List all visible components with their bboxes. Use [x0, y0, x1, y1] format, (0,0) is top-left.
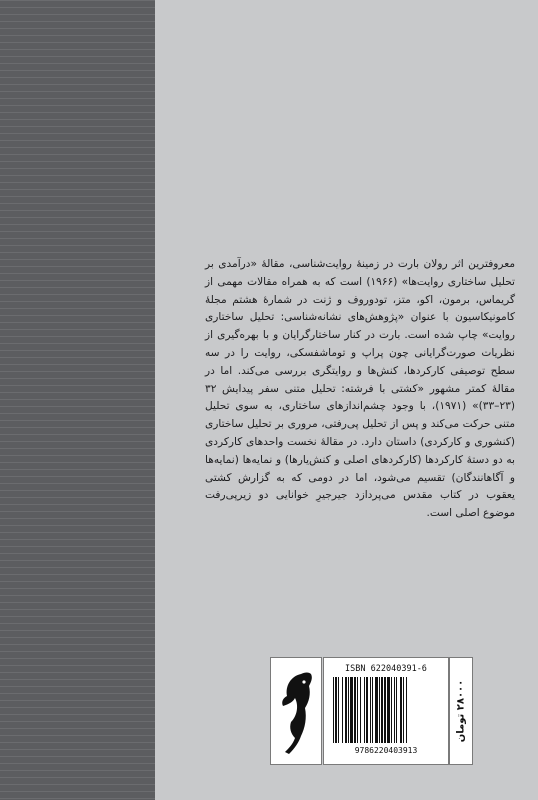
publisher-logo [270, 657, 322, 765]
barcode-bar [357, 677, 358, 743]
barcode-bar [379, 677, 380, 743]
isbn-number: 9786220403913 [354, 746, 418, 755]
barcode-bar [381, 677, 383, 743]
back-cover-blurb [205, 256, 515, 523]
barcode-bar [387, 677, 390, 743]
barcode-bar [400, 677, 402, 743]
barcode-bar [338, 677, 339, 743]
barcode-bar [372, 677, 373, 743]
blurb-paragraph: معروفترین اثر رولان بارت در زمینهٔ روایت‌شناسی، مقالهٔ «درآمدی بر تحلیل ساختاری روایت‌ها» (۱۹۶۶) است که به همراه مقالات مهمی از گریماس، برمون، اکو، متز، تودوروف و ژنت در شمارهٔ هشتم مجلهٔ کامونیکاسیون با عنوان «پژوهش‌های نشانه‌شناسی: تحلیل ساختاری روایت» چاپ شده است. بارت در کنار ساختارگرایان و با بهره‌گیری از نظریات صورت‌گرایانی چون پراپ و توماشفسکی، روایت را در سه سطح توصیفی کارکردها، کنش‌ها و روایتگری بررسی می‌کند. اما در مقالهٔ کمتر مشهور «کشتی با فرشته: تحلیل متنی سفر پیدایش ۳۲ (۲۳–۳۳)» (۱۹۷۱)، با وجود چشم‌اندازهای ساختاری، به سوی تحلیل متنی حرکت می‌کند و پس از تحلیل پی‌رفتی، مروری بر تحلیل ساختاری (کنشوری و کارکردی) داستان دارد. در مقالهٔ نخست واحدهای کارکردی به دو دستهٔ کارکردها (کارکردهای اصلی و کنش‌یارها) و نمایه‌ها (نمایه‌ها و آگاهانندگان) تقسیم می‌شود، اما در دومی که به گزارش کشتی یعقوب در کتاب مقدس می‌پردازد جیرجیرِ خوانایی دو زیرپی‌رفت موضوع اصلی است. [205, 258, 515, 520]
barcode-bar [360, 677, 361, 743]
barcode-bars [333, 677, 439, 743]
spine-stripes [0, 0, 155, 800]
isbn-barcode [323, 657, 449, 765]
barcode-bar [348, 677, 349, 743]
barcode-bar [364, 677, 365, 743]
barcode-bar [345, 677, 347, 743]
barcode-bar [335, 677, 337, 743]
barcode-bar [354, 677, 356, 743]
barcode-bar [375, 677, 378, 743]
barcode-bar [370, 677, 371, 743]
barcode-bar [366, 677, 368, 743]
isbn-label: ISBN 622040391-6 [345, 664, 427, 674]
barcode-bar [342, 677, 343, 743]
barcode-bar [396, 677, 397, 743]
barcode-bar [384, 677, 386, 743]
barcode-bar [391, 677, 392, 743]
barcode-bar [333, 677, 334, 743]
price-label: ۲۸۰۰۰ تومان [455, 679, 467, 743]
barcode-bar [403, 677, 404, 743]
publisher-bird-logo-icon [275, 662, 317, 760]
barcode-bar [350, 677, 353, 743]
barcode-bar [394, 677, 395, 743]
price-tag [449, 657, 473, 765]
barcode-bar [406, 677, 407, 743]
